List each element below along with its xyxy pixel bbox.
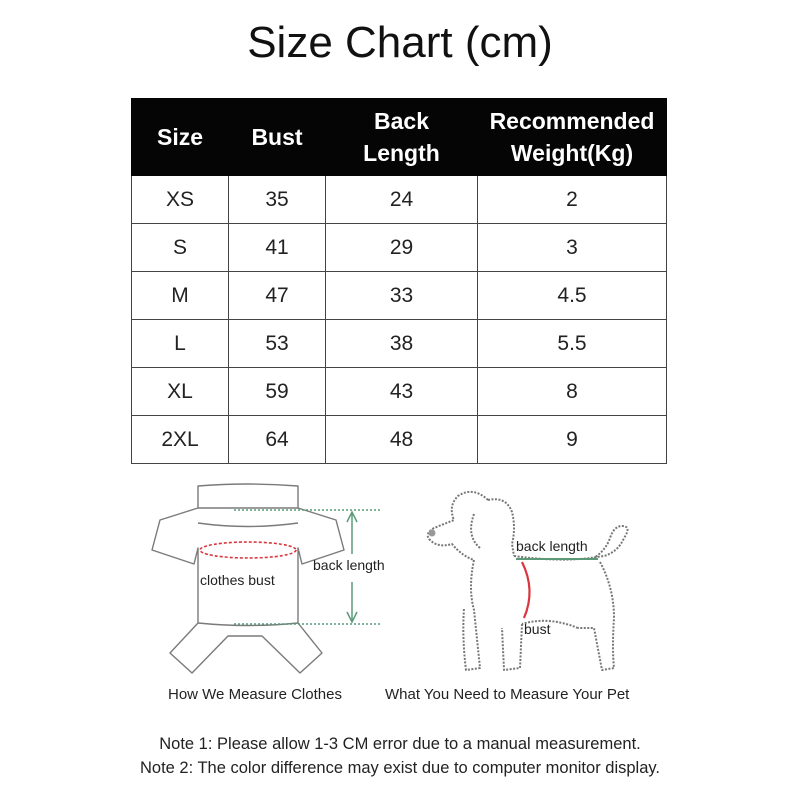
dog-nose-icon: [429, 530, 436, 537]
cell-back-length: 29: [326, 224, 478, 272]
cell-bust: 59: [229, 368, 326, 416]
note-1: Note 1: Please allow 1-3 CM error due to a manual measurement.: [159, 735, 641, 753]
header-back-length: Back Length: [326, 99, 478, 176]
pet-bust-label: bust: [524, 621, 551, 637]
cell-size: 2XL: [132, 416, 229, 464]
note-2: Note 2: The color difference may exist due to computer monitor display.: [139, 759, 660, 777]
cell-weight: 3: [478, 224, 667, 272]
cell-weight: 4.5: [478, 272, 667, 320]
cell-weight: 2: [478, 176, 667, 224]
cell-back-length: 38: [326, 320, 478, 368]
cell-back-length: 48: [326, 416, 478, 464]
pet-back-length-label: back length: [516, 538, 588, 554]
cell-weight: 9: [478, 416, 667, 464]
cell-back-length: 33: [326, 272, 478, 320]
table-row: [132, 224, 667, 272]
cell-size: L: [132, 320, 229, 368]
cell-weight: 5.5: [478, 320, 667, 368]
cell-bust: 41: [229, 224, 326, 272]
pet-diagram: [418, 478, 648, 678]
table-row: [132, 368, 667, 416]
cell-weight: 8: [478, 368, 667, 416]
clothes-diagram: [150, 478, 410, 678]
size-chart-table: [131, 98, 667, 464]
header-size: Size: [132, 99, 229, 176]
cell-back-length: 24: [326, 176, 478, 224]
cell-size: S: [132, 224, 229, 272]
clothes-bust-label: clothes bust: [200, 572, 275, 588]
cell-size: XS: [132, 176, 229, 224]
table-header-row: [132, 99, 667, 176]
pet-caption: What You Need to Measure Your Pet: [385, 686, 630, 703]
bust-measure-icon: [200, 542, 296, 558]
cell-size: XL: [132, 368, 229, 416]
pet-bust-measure-icon: [522, 562, 530, 618]
table-row: [132, 272, 667, 320]
cell-back-length: 43: [326, 368, 478, 416]
table-row: [132, 320, 667, 368]
cell-bust: 47: [229, 272, 326, 320]
header-recommended-weight: Recommended Weight(Kg): [478, 99, 667, 176]
table-row: [132, 416, 667, 464]
cell-size: M: [132, 272, 229, 320]
clothes-back-length-label: back length: [313, 557, 385, 573]
clothes-caption: How We Measure Clothes: [168, 686, 342, 703]
cell-bust: 53: [229, 320, 326, 368]
cell-bust: 35: [229, 176, 326, 224]
notes: [0, 732, 800, 780]
cell-bust: 64: [229, 416, 326, 464]
page-title: Size Chart (cm): [247, 18, 553, 67]
table-row: [132, 176, 667, 224]
header-bust: Bust: [229, 99, 326, 176]
